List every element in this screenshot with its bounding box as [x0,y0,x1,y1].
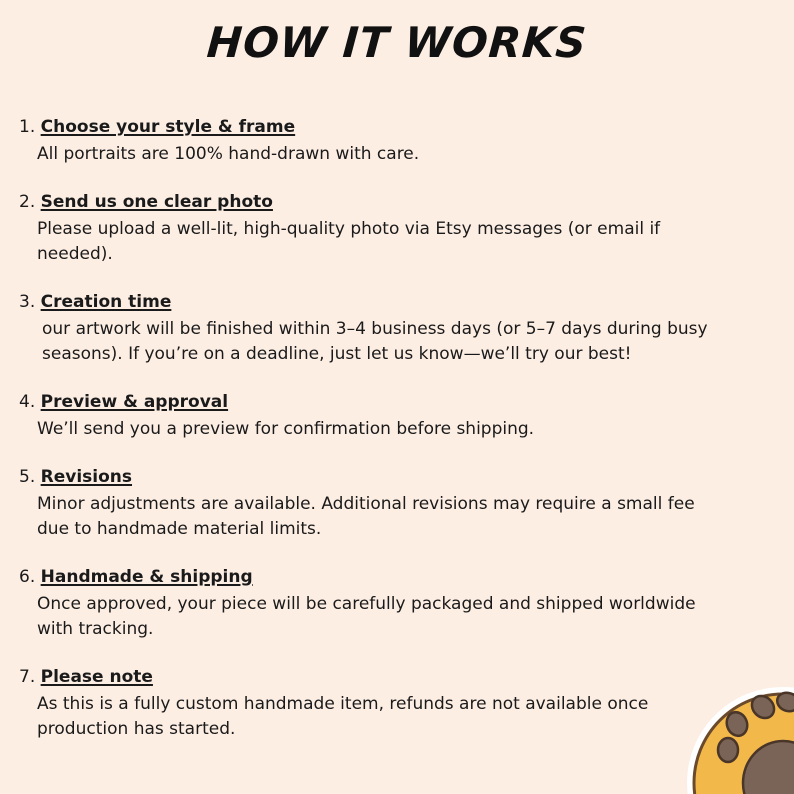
step-title: Preview & approval [40,392,229,412]
step-description: Once approved, your piece will be carefully packaged and shipped worldwide with tracking. [37,594,696,639]
page-title: HOW IT WORKS [205,18,589,67]
step-number: 2. [19,192,36,212]
step-description: Please upload a well-lit, high-quality photo via Etsy messages (or email if needed). [37,219,661,264]
step-heading [19,192,273,212]
step-description: As this is a fully custom handmade item, refunds are not available once production has started. [37,694,649,739]
step-description: our artwork will be finished within 3–4 business days (or 5–7 days during busy seasons). If you’re on a deadline, just let us know—we’ll try our best! [42,319,708,364]
step-heading [19,567,253,587]
step-description: We’ll send you a preview for confirmation before shipping. [37,419,535,439]
step-title: Revisions [40,467,133,487]
step-number: 3. [19,292,36,312]
step-heading [19,467,132,487]
step-title: Please note [40,667,153,687]
step-title: Choose your style & frame [40,117,296,137]
step-heading [19,117,295,137]
step-description: Minor adjustments are available. Additional revisions may require a small fee due to handmade material limits. [37,494,695,539]
step-title: Send us one clear photo [40,192,273,212]
step-heading [19,667,153,687]
step-number: 7. [19,667,36,687]
step-number: 5. [19,467,36,487]
step-title: Handmade & shipping [40,567,253,587]
step-number: 1. [19,117,36,137]
step-number: 4. [19,392,36,412]
step-heading [19,292,171,312]
paw-icon [680,680,794,794]
step-number: 6. [19,567,36,587]
step-title: Creation time [40,292,172,312]
step-heading [19,392,228,412]
step-description: All portraits are 100% hand-drawn with care. [37,144,420,164]
